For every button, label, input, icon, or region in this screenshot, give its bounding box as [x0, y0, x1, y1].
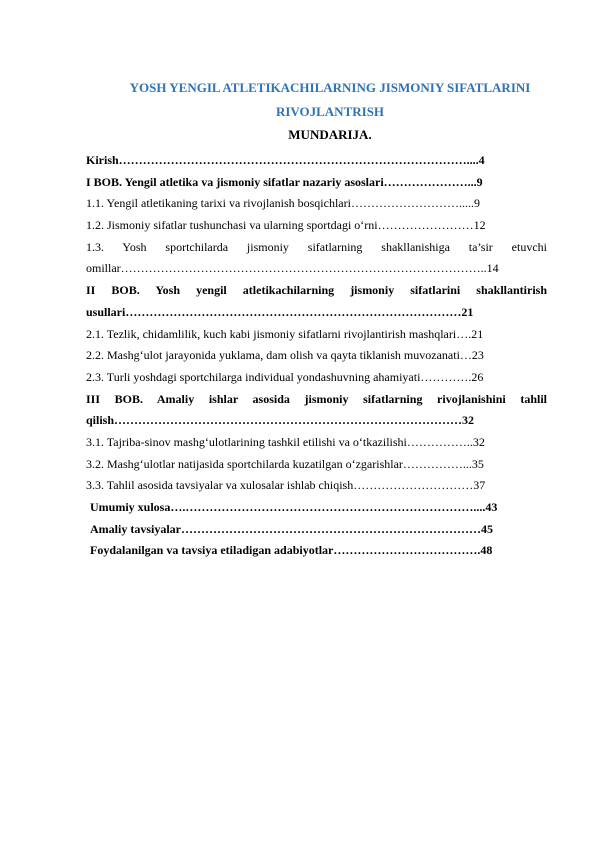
toc-entry-chapter-2: II BOB. Yosh yengil atletikachilarning jismoniy sifatlarini shakllantirish [86, 283, 547, 298]
toc-entry-section-1-3-continued: omillar………………………………………………………………………………..14 [86, 261, 499, 276]
toc-entry-section-3-3: 3.3. Tahlil asosida tavsiyalar va xulosalar ishlab chiqish…………………………37 [86, 478, 486, 493]
toc-entry-section-1-3: 1.3. Yosh sportchilarda jismoniy sifatlarning shakllanishiga ta’sir etuvchi [86, 239, 547, 254]
toc-entry-section-1-2: 1.2. Jismoniy sifatlar tushunchasi va ularning sportdagi o‘rni……………………12 [86, 218, 486, 233]
toc-entry-references: Foydalanilgan va tavsiya etiladigan adabiyotlar……………………………….48 [90, 543, 493, 558]
document-title-line-2: RIVOJLANTRISH [275, 104, 385, 119]
toc-entry-chapter-2-continued: usullari…………………………………………………………………………21 [86, 304, 474, 319]
toc-entry-general-conclusion: Umumiy xulosa….………………………………………………………………....43 [90, 500, 498, 514]
toc-entry-section-2-1: 2.1. Tezlik, chidamlilik, kuch kabi jismoniy sifatlarni rivojlantirish mashqlari….21 [86, 326, 484, 341]
toc-entry-section-2-3: 2.3. Turli yoshdagi sportchilarga individual yondashuvning ahamiyati………….26 [86, 369, 484, 384]
toc-entry-section-1-1: 1.1. Yengil atletikaning tarixi va rivojlanish bosqichlari……………………….....9 [86, 196, 480, 211]
contents-heading: MUNDARIJA. [288, 127, 372, 142]
toc-entry-section-3-1: 3.1. Tajriba-sinov mashg‘ulotlarining tashkil etilishi va o‘tkazilishi……………..32 [86, 434, 485, 449]
toc-entry-chapter-3: III BOB. Amaliy ishlar asosida jismoniy sifatlarning rivojlanishini tahlil [86, 391, 547, 406]
toc-entry-chapter-3-continued: qilish……………………………………………………………………………32 [86, 413, 475, 428]
toc-entry-section-2-2: 2.2. Mashg‘ulot jarayonida yuklama, dam olish va qayta tiklanish muvozanati…23 [86, 348, 484, 363]
table-of-contents [86, 150, 547, 562]
toc-entry-introduction: Kirish……………………………………………………………………………....4 [86, 153, 485, 167]
toc-entry-section-3-2: 3.2. Mashg‘ulotlar natijasida sportchilarda kuzatilgan o‘zgarishlar……………...35 [86, 456, 484, 471]
document-title-line-1: YOSH YENGIL ATLETIKACHILARNING JISMONIY SIFATLARINI [129, 80, 531, 95]
toc-entry-chapter-1: I BOB. Yengil atletika va jismoniy sifatlar nazariy asoslari…………………...9 [86, 174, 483, 189]
toc-entry-practical-recommendations: Amaliy tavsiyalar…………………………………………………………………45 [90, 521, 493, 536]
